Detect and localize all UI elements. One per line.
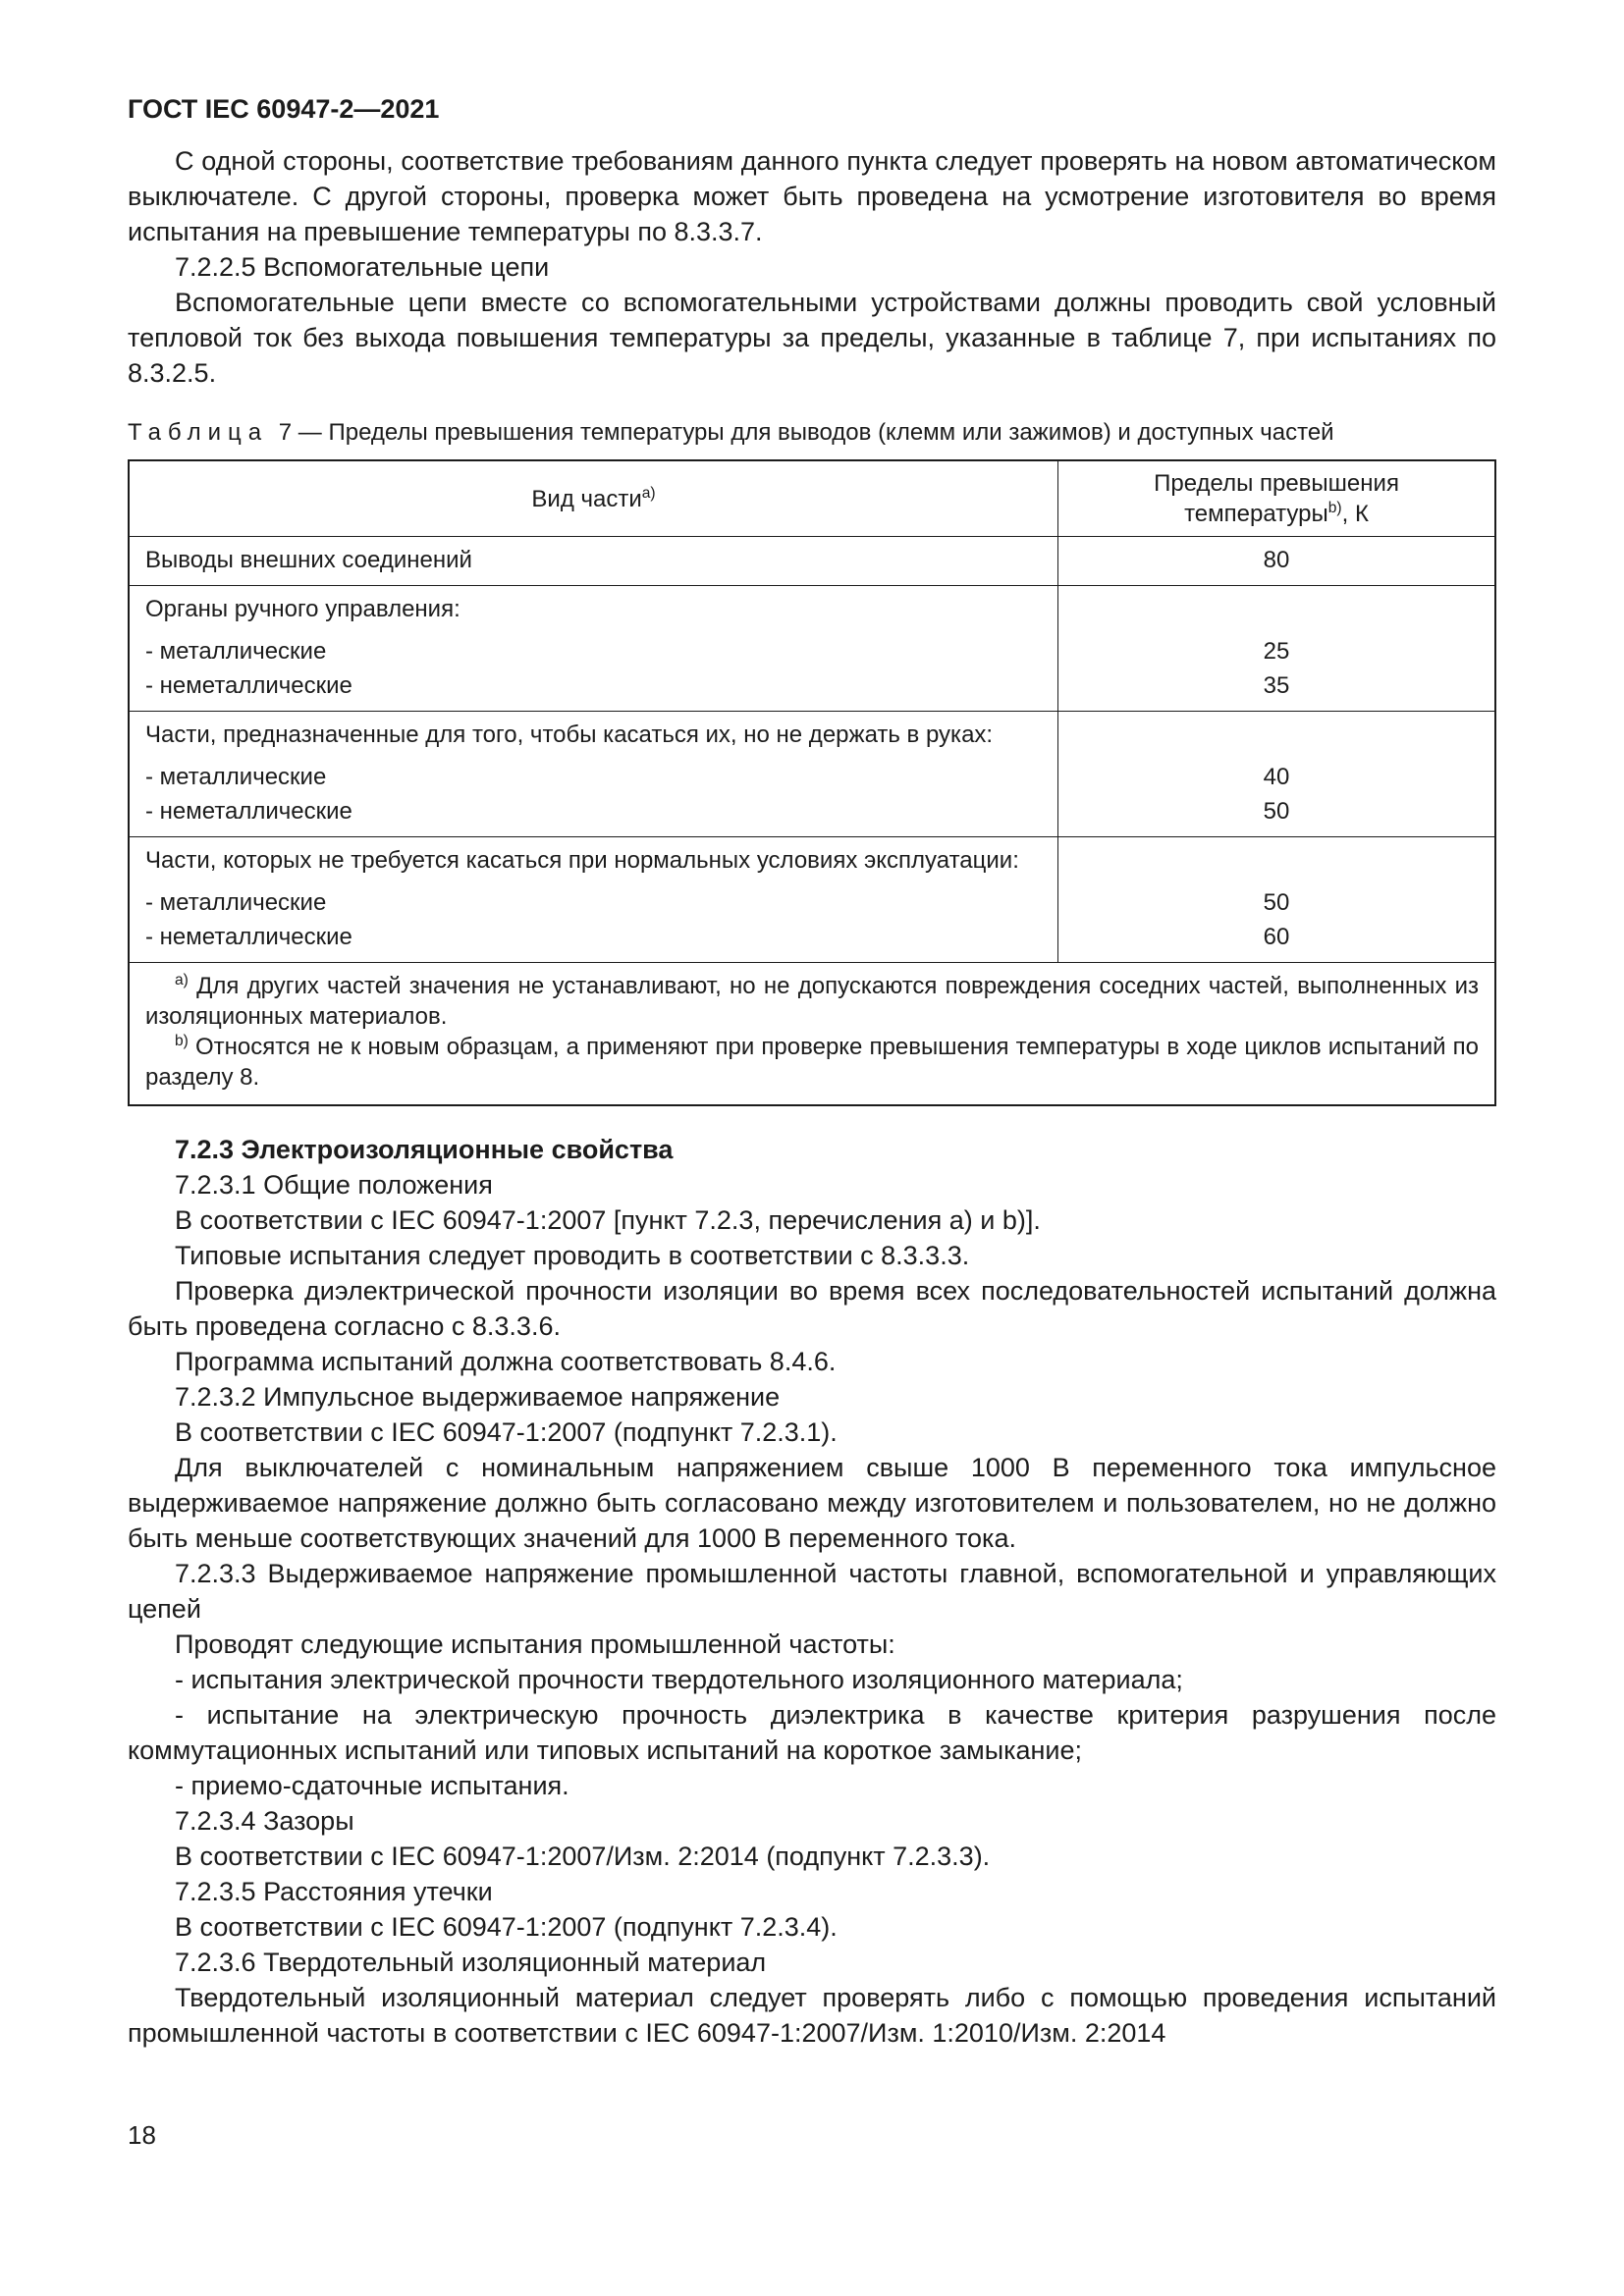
clause-7-2-2-5-heading: 7.2.2.5 Вспомогательные цепи (175, 252, 550, 282)
clause-7-2-3-6-heading: 7.2.3.6 Твердотельный изоляционный материал (175, 1948, 767, 1977)
table-cell-value: 50 (1058, 794, 1495, 837)
page-number: 18 (128, 2120, 156, 2150)
table-footnote-b-text: Относятся не к новым образцам, а применяют при проверке превышения температуры в ходе циклов испытаний по разделу 8. (145, 1034, 1480, 1091)
table-footnote-b (145, 1032, 1479, 1093)
list-item: - испытания электрической прочности твердотельного изоляционного материала; (175, 1665, 1183, 1694)
table-footnote-a-text: Для других частей значения не устанавливают, но не допускаются повреждения соседних частей, выполненных из изоляционных материалов. (145, 973, 1479, 1030)
table-cell-part-type: - неметаллические (145, 924, 352, 950)
paragraph: Твердотельный изоляционный материал следует проверять либо с помощью проведения испытаний промышленной частоты в соответствии с IEC 60947-1:2007/Изм. 1:2010/Изм. 2:2014 (128, 1983, 1496, 2048)
table-cell-part-type: - неметаллические (145, 798, 352, 825)
clause-7-2-3-1-heading: 7.2.3.1 Общие положения (175, 1170, 493, 1200)
temperature-limits-table (128, 459, 1496, 1106)
table-caption (128, 416, 1496, 450)
table-cell-value: 25 (1058, 634, 1495, 668)
table-footnotes-row (129, 963, 1495, 1106)
paragraph-intro-1: С одной стороны, соответствие требованиям данного пункта следует проверять на новом автоматическом выключателе. С другой стороны, проверка может быть проведена на усмотрение изготовителя во время испытания на превышение температуры по 8.3.3.7. (128, 146, 1496, 246)
table-row (129, 794, 1495, 837)
table-row (129, 634, 1495, 668)
table-cell-part-type: Части, предназначенные для того, чтобы касаться их, но не держать в руках: (129, 712, 1058, 761)
table-caption-label: Таблица (128, 419, 269, 446)
table-caption-number: 7 — (278, 419, 322, 446)
paragraph: Для выключателей с номинальным напряжением свыше 1000 В переменного тока импульсное выдерживаемое напряжение должно быть согласовано между изготовителем и пользователем, но не должно быть меньше соответствующих значений для 1000 В переменного тока. (128, 1453, 1496, 1553)
table-row (129, 760, 1495, 794)
table-cell-value: 80 (1058, 537, 1495, 586)
table-row (129, 885, 1495, 920)
table-caption-text: Пределы превышения температуры для выводов (клемм или зажимов) и доступных частей (328, 419, 1334, 446)
clause-7-2-3-heading: 7.2.3 Электроизоляционные свойства (175, 1135, 674, 1164)
table-cell-part-type: Выводы внешних соединений (129, 537, 1058, 586)
col-header-limits-line2: температуры (1184, 501, 1328, 527)
table-header-row (129, 460, 1495, 537)
col-header-limits-line1: Пределы превышения (1154, 470, 1399, 497)
paragraph: В соответствии с IEC 60947-1:2007 (подпункт 7.2.3.1). (175, 1417, 838, 1447)
paragraph: Проводят следующие испытания промышленной частоты: (175, 1629, 895, 1659)
table-row (129, 668, 1495, 712)
col-header-part-type (129, 460, 1058, 537)
col-header-limits-unit: , К (1341, 501, 1369, 527)
table-row (129, 586, 1495, 635)
clause-7-2-3-2-heading: 7.2.3.2 Импульсное выдерживаемое напряжение (175, 1382, 781, 1412)
table-row (129, 537, 1495, 586)
paragraph: Проверка диэлектрической прочности изоляции во время всех последовательностей испытаний должна быть проведена согласно с 8.3.3.6. (128, 1276, 1496, 1341)
table-cell-part-type: Части, которых не требуется касаться при нормальных условиях эксплуатации: (129, 837, 1058, 886)
table-footnote-a (145, 971, 1479, 1032)
col-header-part-type-text: Вид части (531, 485, 642, 512)
table-cell-value: 60 (1058, 920, 1495, 963)
table-cell-part-type: - металлические (145, 638, 327, 665)
footnote-ref-a: a) (641, 484, 656, 502)
footnote-marker-a: a) (175, 972, 189, 988)
table-cell-part-type: - металлические (145, 764, 327, 790)
footnote-ref-b: b) (1327, 500, 1342, 516)
list-item: - испытание на электрическую прочность диэлектрика в качестве критерия разрушения после коммутационных испытаний или типовых испытаний на короткое замыкание; (128, 1700, 1496, 1765)
table-cell-part-type: - неметаллические (145, 672, 352, 699)
running-header: ГОСТ IEC 60947-2—2021 (128, 94, 440, 124)
table-footnotes-cell (129, 963, 1495, 1106)
table-cell-value: 40 (1058, 760, 1495, 794)
table-cell-value: 35 (1058, 668, 1495, 712)
footnote-marker-b: b) (175, 1033, 189, 1049)
paragraph: В соответствии с IEC 60947-1:2007/Изм. 2:2014 (подпункт 7.2.3.3). (175, 1842, 991, 1871)
table-cell-value (1058, 837, 1495, 886)
paragraph: Типовые испытания следует проводить в соответствии с 8.3.3.3. (175, 1241, 970, 1270)
paragraph-auxiliary-circuits: Вспомогательные цепи вместе со вспомогательными устройствами должны проводить свой условный тепловой ток без выхода повышения температуры за пределы, указанные в таблице 7, при испытаниях по 8.3.2.5. (128, 288, 1496, 388)
table-cell-value (1058, 586, 1495, 635)
paragraph: Программа испытаний должна соответствовать 8.4.6. (175, 1347, 837, 1376)
paragraph: В соответствии с IEC 60947-1:2007 [пункт 7.2.3, перечисления a) и b)]. (175, 1205, 1041, 1235)
table-row (129, 837, 1495, 886)
col-header-limits (1058, 460, 1495, 537)
list-item: - приемо-сдаточные испытания. (175, 1771, 569, 1800)
table-row (129, 712, 1495, 761)
clause-7-2-3-5-heading: 7.2.3.5 Расстояния утечки (175, 1877, 493, 1906)
table-cell-value: 50 (1058, 885, 1495, 920)
table-cell-part-type: - металлические (145, 889, 327, 916)
table-cell-value (1058, 712, 1495, 761)
paragraph: В соответствии с IEC 60947-1:2007 (подпункт 7.2.3.4). (175, 1912, 838, 1942)
table-row (129, 920, 1495, 963)
clause-7-2-3-3-heading: 7.2.3.3 Выдерживаемое напряжение промышленной частоты главной, вспомогательной и управляющих цепей (128, 1559, 1496, 1624)
table-cell-part-type: Органы ручного управления: (129, 586, 1058, 635)
clause-7-2-3-4-heading: 7.2.3.4 Зазоры (175, 1806, 354, 1836)
